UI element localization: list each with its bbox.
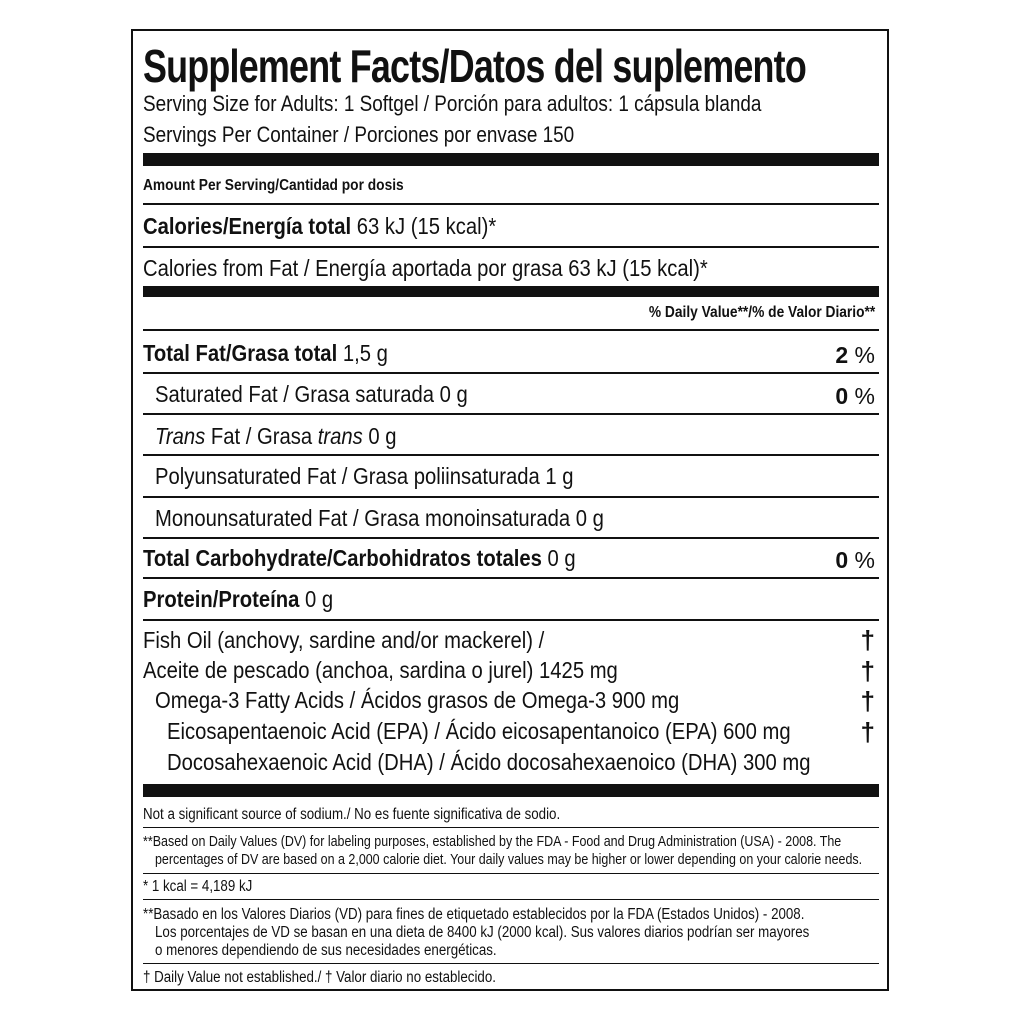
thick-divider [143,784,879,797]
supplement-facts-panel [131,29,889,991]
polyunsaturated-fat-row: Polyunsaturated Fat / Grasa poliinsaturada 1 g [155,463,574,489]
divider [143,203,879,205]
dagger-mark: † [860,656,875,686]
saturated-fat-dv: 0 % [835,383,875,409]
thick-divider [143,286,879,297]
saturated-fat-row: Saturated Fat / Grasa saturada 0 g [155,381,468,407]
divider [143,413,879,415]
total-carb-dv: 0 % [835,547,875,573]
dv-note-en-2: percentages of DV are based on a 2,000 calorie diet. Your daily values may be higher or lower depending on your calorie needs. [155,852,863,868]
dv-note-es-2: Los porcentajes de VD se basan en una dieta de 8400 kJ (2000 kcal). Sus valores diarios podrían ser mayores [155,924,810,941]
epa-row: Eicosapentaenoic Acid (EPA) / Ácido eicosapentanoico (EPA) 600 mg [167,718,791,744]
kcal-note: * 1 kcal = 4,189 kJ [143,878,253,895]
protein-amount: 0 g [304,586,334,612]
calories-from-fat-row: Calories from Fat / Energía aportada por grasa 63 kJ (15 kcal)* [143,255,708,281]
divider [143,537,879,539]
divider [143,454,879,456]
divider [143,246,879,248]
daily-value-header: % Daily Value**/% de Valor Diario** [648,304,875,321]
dagger-mark: † [860,686,875,716]
divider [143,963,879,964]
dv-note-es-3: o menores dependiendo de sus necesidades energéticas. [155,942,497,959]
panel-title: Supplement Facts/Datos del suplemento [143,40,806,92]
protein-label: Protein/Proteína [143,586,300,612]
servings-per-container: Servings Per Container / Porciones por envase 150 [143,122,575,147]
monounsaturated-fat-row: Monounsaturated Fat / Grasa monoinsaturada 0 g [155,505,604,531]
calories-row [143,215,544,238]
thick-divider [143,153,879,166]
dagger-mark: † [860,625,875,655]
sodium-note: Not a significant source of sodium./ No es fuente significativa de sodio. [143,806,561,823]
divider [143,873,879,874]
trans-fat-row: Trans Fat / Grasa trans 0 g [155,423,397,449]
divider [143,577,879,579]
total-carb-amount: 0 g [547,545,576,571]
divider [143,329,879,331]
divider [143,496,879,498]
total-fat-dv: 2 % [835,342,875,368]
dagger-note: † Daily Value not established./ † Valor diario no establecido. [143,969,496,986]
fish-oil-line2: Aceite de pescado (anchoa, sardina o jurel) 1425 mg [143,657,618,683]
omega3-row: Omega-3 Fatty Acids / Ácidos grasos de Omega-3 900 mg [155,687,680,713]
total-fat-row [143,342,421,365]
total-fat-amount: 1,5 g [342,340,388,366]
dha-row: Docosahexaenoic Acid (DHA) / Ácido docosahexaenoico (DHA) 300 mg [167,749,811,775]
divider [143,619,879,621]
dagger-mark: † [860,717,875,747]
calories-label: Calories/Energía total [143,213,352,239]
amount-per-serving: Amount Per Serving/Cantidad por dosis [143,177,404,194]
dv-note-en-1: **Based on Daily Values (DV) for labeling purposes, established by the FDA - Food and Drug Administration (USA) - 2008. The [143,834,842,850]
dv-note-es-1: **Basado en los Valores Diarios (VD) para fines de etiquetado establecidos por la FDA (Estados Unidos) - 2008. [143,906,805,923]
protein-row [143,588,359,611]
divider [143,827,879,828]
total-fat-label: Total Fat/Grasa total [143,340,338,366]
divider [143,372,879,374]
total-carb-label: Total Carbohydrate/Carbohidratos totales [143,545,542,571]
fish-oil-line1: Fish Oil (anchovy, sardine and/or mackerel) / [143,627,545,653]
total-carbohydrate-row [143,547,635,570]
divider [143,899,879,900]
calories-value: 63 kJ (15 kcal)* [356,213,497,239]
serving-size: Serving Size for Adults: 1 Softgel / Porción para adultos: 1 cápsula blanda [143,91,762,116]
